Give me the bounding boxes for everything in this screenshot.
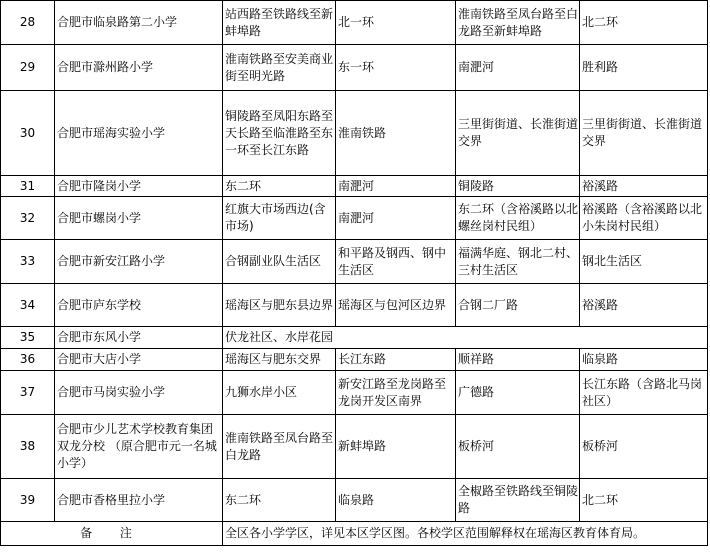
boundary-cell: 胜利路 xyxy=(580,45,708,91)
boundary-cell: 北一环 xyxy=(336,1,456,45)
boundary-cell: 红旗大市场西边(含市场) xyxy=(223,197,336,240)
boundary-cell: 瑶海区与包河区边界 xyxy=(336,284,456,327)
boundary-cell: 和平路及钢西、钢中生活区 xyxy=(336,240,456,284)
row-number: 28 xyxy=(1,1,55,45)
boundary-cell: 淮南铁路 xyxy=(336,91,456,176)
school-name: 合肥市东风小学 xyxy=(55,327,223,349)
school-name: 合肥市临泉路第二小学 xyxy=(55,1,223,45)
table-row xyxy=(1,240,708,284)
row-number: 32 xyxy=(1,197,55,240)
school-name: 合肥市隆岗小学 xyxy=(55,176,223,197)
merged-boundary-cell: 伏龙社区、水岸花园 xyxy=(223,327,708,349)
boundary-cell: 板桥河 xyxy=(580,415,708,479)
row-number: 30 xyxy=(1,91,55,176)
row-number: 34 xyxy=(1,284,55,327)
boundary-cell: 站西路至铁路线至新蚌埠路 xyxy=(223,1,336,45)
boundary-cell: 瑶海区与肥东县边界 xyxy=(223,284,336,327)
row-number: 39 xyxy=(1,479,55,522)
school-name: 合肥市少儿艺术学校教育集团双龙分校 （原合肥市元一名城小学） xyxy=(55,415,223,479)
boundary-cell: 合钢副业队生活区 xyxy=(223,240,336,284)
row-number: 33 xyxy=(1,240,55,284)
table-row xyxy=(1,284,708,327)
row-number: 35 xyxy=(1,327,55,349)
boundary-cell: 淮南铁路至安美商业街至明光路 xyxy=(223,45,336,91)
boundary-cell: 长江东路 xyxy=(336,349,456,371)
note-label: 备 注 xyxy=(1,522,223,546)
boundary-cell: 东一环 xyxy=(336,45,456,91)
boundary-cell: 钢北生活区 xyxy=(580,240,708,284)
boundary-cell: 东二环 xyxy=(223,479,336,522)
row-number: 31 xyxy=(1,176,55,197)
boundary-cell: 板桥河 xyxy=(456,415,580,479)
boundary-cell: 福满华庭、钢北二村、三村生活区 xyxy=(456,240,580,284)
table-row xyxy=(1,349,708,371)
table-row xyxy=(1,45,708,91)
boundary-cell: 三里街街道、长淮街道交界 xyxy=(580,91,708,176)
school-name: 合肥市庐东学校 xyxy=(55,284,223,327)
boundary-cell: 新安江路至龙岗路至龙岗开发区南界 xyxy=(336,371,456,415)
school-name: 合肥市马岗实验小学 xyxy=(55,371,223,415)
boundary-cell: 东二环（含裕溪路以北螺丝岗村民组） xyxy=(456,197,580,240)
boundary-cell: 北二环 xyxy=(580,479,708,522)
boundary-cell: 新蚌埠路 xyxy=(336,415,456,479)
school-name: 合肥市瑶海实验小学 xyxy=(55,91,223,176)
boundary-cell: 淮南铁路至凤台路至白龙路至新蚌埠路 xyxy=(456,1,580,45)
school-name: 合肥市大店小学 xyxy=(55,349,223,371)
boundary-cell: 淮南铁路至凤台路至白龙路 xyxy=(223,415,336,479)
table-row xyxy=(1,415,708,479)
table-row xyxy=(1,327,708,349)
boundary-cell: 铜陵路至凤阳东路至天长路至临淮路至东一环至长江东路 xyxy=(223,91,336,176)
table-row xyxy=(1,479,708,522)
boundary-cell: 南淝河 xyxy=(336,197,456,240)
school-name: 合肥市新安江路小学 xyxy=(55,240,223,284)
table-row xyxy=(1,197,708,240)
boundary-cell: 北二环 xyxy=(580,1,708,45)
table-row xyxy=(1,91,708,176)
boundary-cell: 瑶海区与肥东交界 xyxy=(223,349,336,371)
boundary-cell: 合钢二厂路 xyxy=(456,284,580,327)
boundary-cell: 全椒路至铁路线至铜陵路 xyxy=(456,479,580,522)
row-number: 38 xyxy=(1,415,55,479)
boundary-cell: 长江东路（含路北马岗社区） xyxy=(580,371,708,415)
table-row xyxy=(1,1,708,45)
row-number: 36 xyxy=(1,349,55,371)
boundary-cell: 广德路 xyxy=(456,371,580,415)
boundary-cell: 南淝河 xyxy=(456,45,580,91)
boundary-cell: 裕溪路 xyxy=(580,176,708,197)
row-number: 29 xyxy=(1,45,55,91)
table-row xyxy=(1,176,708,197)
school-name: 合肥市滁州路小学 xyxy=(55,45,223,91)
boundary-cell: 临泉路 xyxy=(336,479,456,522)
boundary-cell: 南淝河 xyxy=(336,176,456,197)
boundary-cell: 东二环 xyxy=(223,176,336,197)
boundary-cell: 铜陵路 xyxy=(456,176,580,197)
boundary-cell: 顺祥路 xyxy=(456,349,580,371)
boundary-cell: 裕溪路（含裕溪路以北小朱岗村民组） xyxy=(580,197,708,240)
boundary-cell: 临泉路 xyxy=(580,349,708,371)
school-name: 合肥市螺岗小学 xyxy=(55,197,223,240)
boundary-cell: 裕溪路 xyxy=(580,284,708,327)
school-name: 合肥市香格里拉小学 xyxy=(55,479,223,522)
row-number: 37 xyxy=(1,371,55,415)
note-row xyxy=(1,522,708,546)
boundary-cell: 九狮水岸小区 xyxy=(223,371,336,415)
note-text: 全区各小学学区，详见本区学区图。各校学区范围解释权在瑶海区教育体育局。 xyxy=(223,522,708,546)
table-row xyxy=(1,371,708,415)
boundary-cell: 三里街街道、长淮街道交界 xyxy=(456,91,580,176)
